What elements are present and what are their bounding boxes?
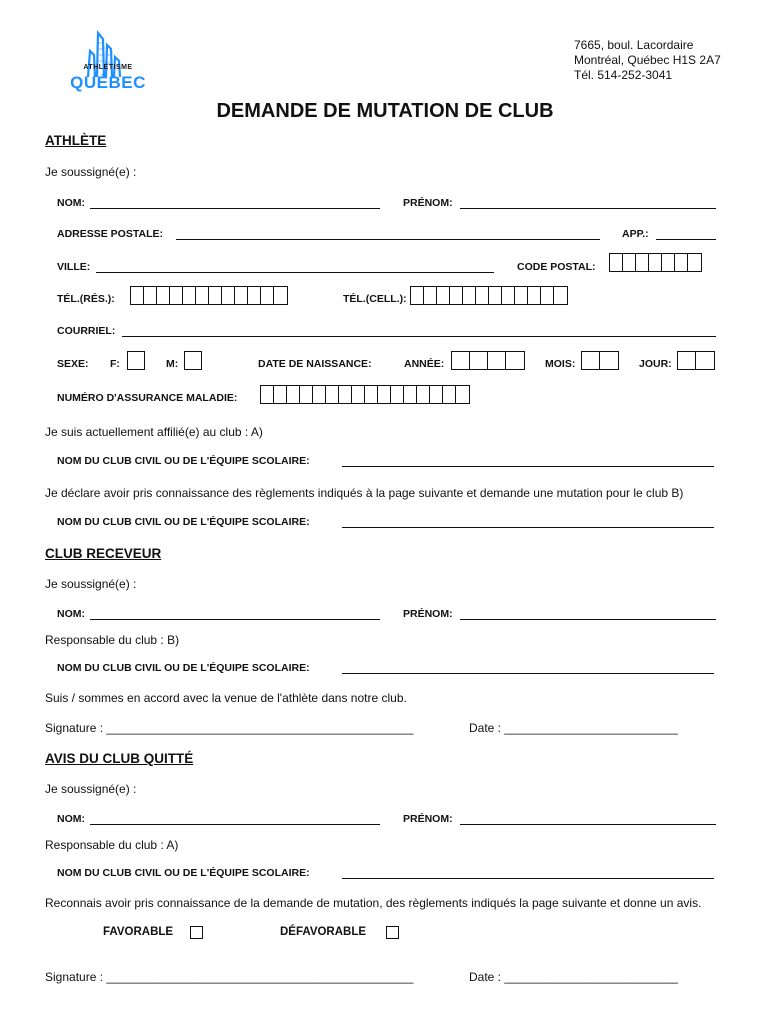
athlete-tel-res-boxes[interactable]: [130, 286, 288, 305]
receveur-prenom-field[interactable]: [460, 607, 716, 620]
athlete-annee-boxes[interactable]: [451, 351, 525, 370]
athlete-code-postal-label: CODE POSTAL:: [517, 261, 596, 273]
receveur-nom-label: NOM:: [57, 608, 85, 620]
receveur-nom-field[interactable]: [90, 607, 380, 620]
receveur-date-field[interactable]: Date : __________________________: [469, 721, 678, 735]
athlete-club-a-field[interactable]: [342, 454, 714, 467]
athlete-date-naissance-label: DATE DE NAISSANCE:: [258, 358, 372, 370]
section-heading-athlete: ATHLÈTE: [45, 133, 107, 148]
athlete-prenom-field[interactable]: [460, 196, 716, 209]
athlete-nam-label: NUMÉRO D'ASSURANCE MALADIE:: [57, 392, 238, 404]
athlete-prenom-label: PRÉNOM:: [403, 197, 453, 209]
athlete-adresse-label: ADRESSE POSTALE:: [57, 228, 163, 240]
athlete-tel-cell-label: TÉL.(CELL.):: [343, 293, 407, 305]
athlete-mois-boxes[interactable]: [581, 351, 619, 370]
athlete-jour-boxes[interactable]: [677, 351, 715, 370]
athlete-sexe-label: SEXE:: [57, 358, 89, 370]
athlete-app-label: APP.:: [622, 228, 649, 240]
athlete-courriel-label: COURRIEL:: [57, 325, 116, 337]
quitte-signature-field[interactable]: Signature : ______________________________________________: [45, 970, 414, 984]
quitte-nom-label: NOM:: [57, 813, 85, 825]
athlete-sexe-m-box[interactable]: [184, 351, 202, 370]
athlete-mois-label: MOIS:: [545, 358, 576, 370]
logo-text-athletisme: ATHLÉTISME: [83, 64, 133, 71]
receveur-signature-field[interactable]: Signature : ______________________________________________: [45, 721, 414, 735]
athlete-ville-field[interactable]: [96, 260, 494, 273]
athlete-nam-boxes[interactable]: [260, 385, 470, 404]
athlete-declare-text: Je déclare avoir pris connaissance des règlements indiqués à la page suivante et demande une mutation pour le club B): [45, 486, 684, 500]
receveur-club-label: NOM DU CLUB CIVIL OU DE L'ÉQUIPE SCOLAIRE:: [57, 662, 310, 674]
quitte-date-field[interactable]: Date : __________________________: [469, 970, 678, 984]
athlete-annee-label: ANNÉE:: [404, 358, 445, 370]
athlete-adresse-field[interactable]: [176, 227, 600, 240]
page-title: DEMANDE DE MUTATION DE CLUB: [216, 100, 554, 122]
athlete-tel-res-label: TÉL.(RÉS.):: [57, 293, 115, 305]
quitte-prenom-field[interactable]: [460, 812, 716, 825]
address-phone: Tél. 514-252-3041: [574, 68, 673, 82]
quitte-club-field[interactable]: [342, 866, 714, 879]
receveur-responsable-text: Responsable du club : B): [45, 633, 180, 647]
quitte-defavorable-label: DÉFAVORABLE: [280, 926, 367, 938]
athlete-jour-label: JOUR:: [639, 358, 672, 370]
receveur-intro: Je soussigné(e) :: [45, 577, 137, 591]
athlete-sexe-m-label: M:: [166, 358, 179, 370]
quitte-intro: Je soussigné(e) :: [45, 782, 137, 796]
quitte-club-label: NOM DU CLUB CIVIL OU DE L'ÉQUIPE SCOLAIRE:: [57, 867, 310, 879]
address-street: 7665, boul. Lacordaire: [574, 38, 694, 52]
address-block: [574, 38, 721, 83]
athlete-sexe-f-label: F:: [110, 358, 120, 370]
quitte-favorable-label: FAVORABLE: [103, 926, 174, 938]
athlete-ville-label: VILLE:: [57, 261, 91, 273]
section-heading-receveur: CLUB RECEVEUR: [45, 546, 162, 561]
athlete-club-b-field[interactable]: [342, 515, 714, 528]
receveur-club-field[interactable]: [342, 661, 714, 674]
athlete-nom-label: NOM:: [57, 197, 85, 209]
section-heading-quitte: AVIS DU CLUB QUITTÉ: [45, 751, 194, 766]
athlete-tel-cell-boxes[interactable]: [410, 286, 568, 305]
athlete-courriel-field[interactable]: [122, 324, 716, 337]
athlete-nom-field[interactable]: [90, 196, 380, 209]
athlete-sexe-f-box[interactable]: [127, 351, 145, 370]
athlete-code-postal-boxes[interactable]: [609, 253, 702, 272]
athlete-intro: Je soussigné(e) :: [45, 165, 137, 179]
athlete-club-a-label: NOM DU CLUB CIVIL OU DE L'ÉQUIPE SCOLAIRE:: [57, 455, 310, 467]
athlete-affilie-text: Je suis actuellement affilié(e) au club : A): [45, 425, 263, 439]
quitte-favorable-checkbox[interactable]: [190, 926, 203, 939]
quitte-reconnais-text: Reconnais avoir pris connaissance de la demande de mutation, des règlements indiqués la page suivante et donne un avis.: [45, 896, 702, 910]
receveur-prenom-label: PRÉNOM:: [403, 608, 453, 620]
logo-text-quebec: QUÉBEC: [70, 73, 146, 92]
quitte-defavorable-checkbox[interactable]: [386, 926, 399, 939]
athlete-club-b-label: NOM DU CLUB CIVIL OU DE L'ÉQUIPE SCOLAIRE:: [57, 516, 310, 528]
quitte-responsable-text: Responsable du club : A): [45, 838, 179, 852]
quitte-prenom-label: PRÉNOM:: [403, 813, 453, 825]
address-city: Montréal, Québec H1S 2A7: [574, 53, 721, 67]
athlete-app-field[interactable]: [656, 227, 716, 240]
quitte-nom-field[interactable]: [90, 812, 380, 825]
receveur-accord-text: Suis / sommes en accord avec la venue de l'athlète dans notre club.: [45, 691, 407, 705]
